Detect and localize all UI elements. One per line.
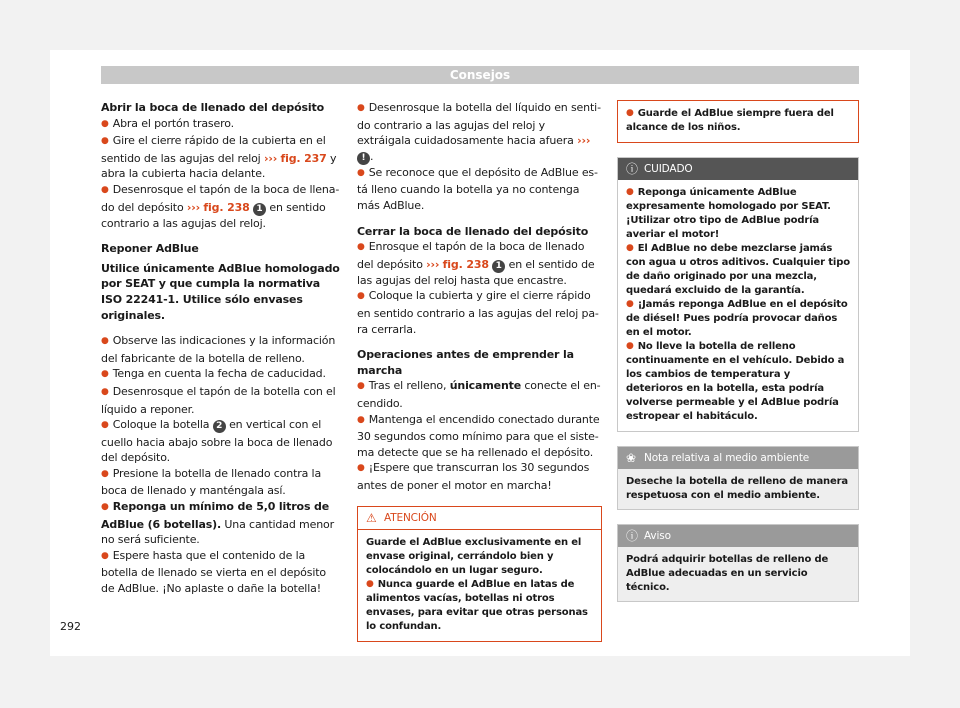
list-item: ● No lleve la botella de relleno continuamente en el vehículo. Debido a los cambios de temperatura y deterioros en la botella, esta podría volverse permeable y el AdBlue podría estropear el habitáculo. xyxy=(626,340,850,424)
warning-header: ⚠ ATENCIÓN xyxy=(358,507,601,530)
column-middle xyxy=(357,100,602,642)
leaf-icon: ❀ xyxy=(626,451,636,465)
environment-header: ❀ Nota relativa al medio ambiente xyxy=(618,447,858,469)
environment-body: Deseche la botella de relleno de manera respetuosa con el medio ambiente. xyxy=(618,469,858,509)
column-right xyxy=(617,100,859,602)
arrow-icon: ››› xyxy=(263,151,278,165)
list-item: ● Coloque la botella 2 en vertical con el cuello hacia abajo sobre la boca de llenado del depósito. xyxy=(101,417,341,466)
callout-number: 1 xyxy=(253,203,266,216)
list-item: ● Tras el relleno, únicamente conecte el encendido. xyxy=(357,378,602,411)
warning-box xyxy=(357,506,602,642)
caution-header: ⓘ CUIDADO xyxy=(618,158,858,180)
list-item: ● ¡Espere que transcurran los 30 segundos antes de poner el motor en marcha! xyxy=(357,460,602,493)
warning-body: Guarde el AdBlue exclusivamente en el envase original, cerrándolo bien y colocándolo en un lugar seguro. ● Nunca guarde el AdBlue en latas de alimentos vacías, botellas ni otros envases, para evitar que otras personas lo confundan. xyxy=(358,530,601,641)
note-body: Podrá adquirir botellas de relleno de AdBlue adecuadas en un servicio técnico. xyxy=(618,547,858,601)
callout-number: 1 xyxy=(492,260,505,273)
column-left xyxy=(101,100,341,597)
list-item: ● Reponga únicamente AdBlue expresamente homologado por SEAT. ¡Utilizar otro tipo de AdBlue podría averiar el motor! xyxy=(626,186,850,242)
section-header: Consejos xyxy=(101,66,859,84)
heading-open-filler: Abrir la boca de llenado del depósito xyxy=(101,101,325,114)
list-item: ● Espere hasta que el contenido de la botella de llenado se vierta en el depósito de AdBlue. ¡No aplaste o dañe la botella! xyxy=(101,548,341,597)
warning-triangle-icon: ⚠ xyxy=(366,511,377,526)
manual-page xyxy=(50,50,910,656)
info-circle-icon: ⓘ xyxy=(626,162,638,176)
list-item: ● Desenrosque el tapón de la boca de llenado del depósito ››› fig. 238 1 en sentido contrario a las agujas del reloj. xyxy=(101,182,341,231)
list-item: ● Tenga en cuenta la fecha de caducidad. xyxy=(101,366,341,384)
callout-number: 2 xyxy=(213,420,226,433)
list-item: ● Desenrosque el tapón de la botella con el líquido a reponer. xyxy=(101,384,341,417)
page-number: 292 xyxy=(60,620,81,633)
list-item: ● Coloque la cubierta y gire el cierre rápido en sentido contrario a las agujas del reloj para cerrarla. xyxy=(357,288,602,337)
list-item: ● Reponga un mínimo de 5,0 litros de AdBlue (6 botellas). Una cantidad menor no será suficiente. xyxy=(101,499,341,548)
list-item: ● ¡Jamás reponga AdBlue en el depósito de diésel! Pues podría provocar daños en el motor. xyxy=(626,298,850,340)
warning-continuation-box xyxy=(617,100,859,143)
figure-link[interactable]: fig. 238 xyxy=(442,257,489,271)
figure-link[interactable]: fig. 238 xyxy=(203,200,250,214)
list-item: ● El AdBlue no debe mezclarse jamás con agua u otros aditivos. Cualquier tipo de daño originado por una mezcla, quedará excluido de la garantía. xyxy=(626,242,850,298)
heading-refill: Reponer AdBlue xyxy=(101,242,199,256)
environment-box xyxy=(617,446,859,510)
list-item: ● Presione la botella de llenado contra la boca de llenado y manténgala así. xyxy=(101,466,341,499)
list-item: ● Guarde el AdBlue siempre fuera del alcance de los niños. xyxy=(626,107,850,135)
caution-box xyxy=(617,157,859,432)
heading-close-filler: Cerrar la boca de llenado del depósito xyxy=(357,224,589,238)
heading-before-driving: Operaciones antes de emprender la marcha xyxy=(357,348,574,377)
list-item: ● Mantenga el encendido conectado durante 30 segundos como mínimo para que el sistema detecte que se ha rellenado el depósito. xyxy=(357,412,602,461)
arrow-icon: ››› xyxy=(577,134,591,148)
intro-text: Utilice únicamente AdBlue homologado por SEAT y que cumpla la normativa ISO 22241-1. Utilice sólo envases originales. xyxy=(101,261,340,322)
list-item: ● Observe las indicaciones y la información del fabricante de la botella de relleno. xyxy=(101,333,341,366)
list-item: ● Desenrosque la botella del líquido en sentido contrario a las agujas del reloj y extráigala cuidadosamente hacia afuera ››› ! . xyxy=(357,100,602,165)
list-item: ● Enrosque el tapón de la boca de llenado del depósito ››› fig. 238 1 en el sentido de las agujas del reloj hasta que encastre. xyxy=(357,239,602,288)
note-icon: ⓘ xyxy=(626,529,638,543)
arrow-icon: ››› xyxy=(186,200,201,214)
list-item: ● Nunca guarde el AdBlue en latas de alimentos vacías, botellas ni otros envases, para evitar que otras personas lo confundan. xyxy=(366,578,593,634)
figure-link[interactable]: fig. 237 xyxy=(280,151,327,165)
note-box xyxy=(617,524,859,602)
caution-body xyxy=(618,180,858,431)
arrow-icon: ››› xyxy=(426,257,440,271)
note-header: ⓘ Aviso xyxy=(618,525,858,547)
list-item: ● Gire el cierre rápido de la cubierta en el sentido de las agujas del reloj ››› fig. 237 y abra la cubierta hacia delante. xyxy=(101,133,341,182)
warning-ref-icon: ! xyxy=(357,152,370,165)
list-item: ● Abra el portón trasero. xyxy=(101,116,341,134)
list-item: ● Se reconoce que el depósito de AdBlue está lleno cuando la botella ya no contenga más AdBlue. xyxy=(357,165,602,214)
